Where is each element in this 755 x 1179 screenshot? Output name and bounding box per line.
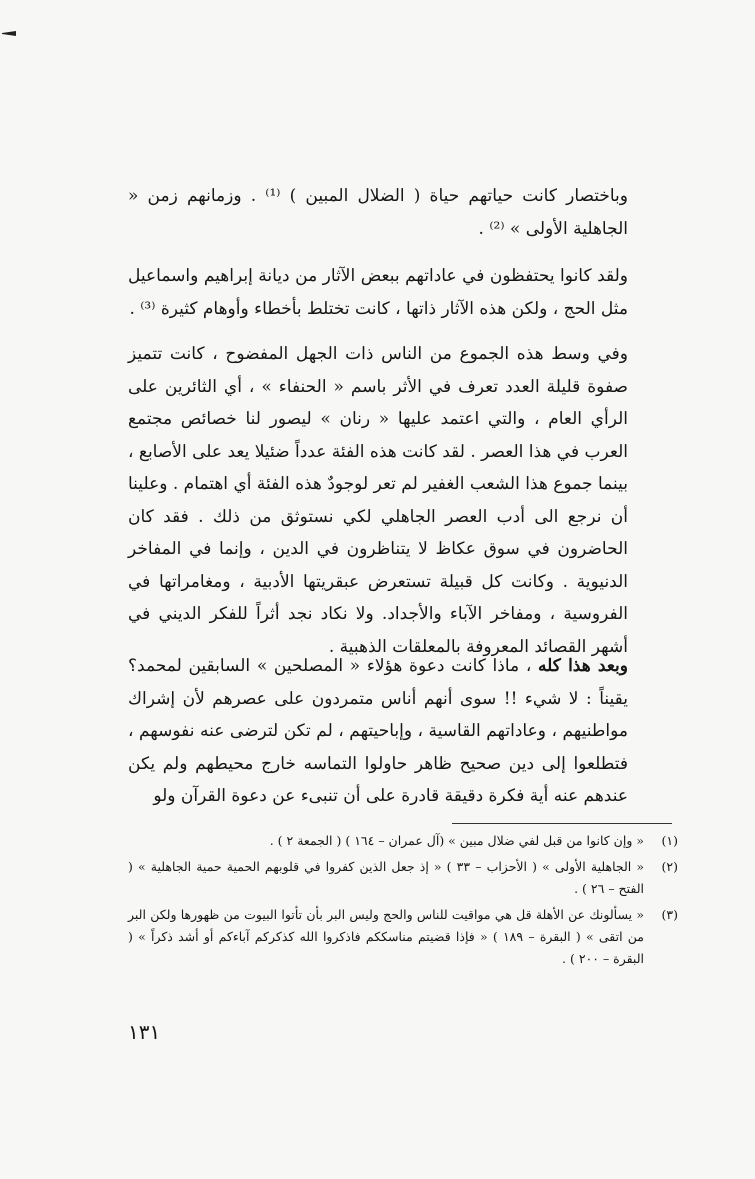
paragraph-text: ولقد كانوا يحتفظون في عاداتهم ببعض الآثار من ديانة إبراهيم واسماعيل مثل الحج ، ولكن هذه الآثار ذاتها ، كانت تختلط بأخطاء وأوهام كثيرة ⁽³⁾ . — [128, 266, 628, 319]
paragraph-text: وباختصار كانت حياتهم حياة ( الضلال المبين ) ⁽¹⁾ . وزمانهم زمن « الجاهلية الأولى » ⁽²⁾ . — [128, 186, 628, 239]
paragraph-text: ، ماذا كانت دعوة هؤلاء « المصلحين » السابقين لمحمد؟ يقيناً : لا شيء !! سوى أنهم أناس متمردون على عصرهم لأن إشراك مواطنيهم ، وعاداتهم القاسية ، وإباحيتهم ، لم تكن لترضى عنه نفوسهم ، فتطلعوا إلى دين صحيح ظاهر حاولوا التماسه خارج محيطهم ولم يكن عندهم عنه أية فكرة دقيقة قادرة على أن تنبىء عن دعوة القرآن ولو — [128, 656, 628, 806]
footnote-text: « الجاهلية الأولى » ( الأحزاب – ٣٣ ) « إذ جعل الذين كفروا في قلوبهم الحمية حمية الجاهلية » ( الفتح – ٢٦ ) . — [128, 859, 644, 896]
footnote-number: (١) — [661, 833, 678, 848]
footnote-item — [128, 904, 678, 970]
paragraph-lead-bold: وبعد هذا كله — [538, 656, 628, 676]
footnote-number: (٢) — [661, 859, 678, 874]
paragraph-1 — [128, 180, 628, 245]
footnote-text: « يسألونك عن الأهلة قل هي مواقيت للناس والحج وليس البر بأن تأتوا البيوت من ظهورها ولكن البر من اتقى » ( البقرة – ١٨٩ ) « فإذا قضيتم مناسككم فاذكروا الله كذكركم آباءكم أو أشد ذكراً » ( البقرة – ٢٠٠ ) . — [128, 907, 645, 966]
paragraph-2 — [128, 260, 628, 325]
paragraph-3 — [128, 338, 628, 663]
footnote-text: « وإن كانوا من قبل لفي ضلال مبين » (آل عمران – ١٦٤ ) ( الجمعة ٢ ) . — [269, 833, 644, 848]
footnote-item — [128, 830, 678, 852]
footnote-item — [128, 856, 678, 900]
footnote-separator — [452, 823, 672, 824]
footnotes — [128, 830, 678, 974]
paragraph-4 — [128, 650, 628, 813]
footnote-number: (٣) — [661, 907, 678, 922]
page-number: ١٣١ — [128, 1020, 161, 1044]
page-corner-mark — [2, 31, 16, 36]
paragraph-text: وفي وسط هذه الجموع من الناس ذات الجهل المفضوح ، كانت تتميز صفوة قليلة العدد تعرف في الأثر باسم « الحنفاء » ، أي الثائرين على الرأي العام ، والتي اعتمد عليها « رنان » ليصور لنا خصائص مجتمع العرب في هذا العصر . لقد كانت هذه الفئة عدداً ضئيلا يعد على الأصابع ، بينما جموع هذا الشعب الغفير لم تعر لوجودٌ هذه الفئة أي اهتمام . وعلينا أن نرجع الى أدب العصر الجاهلي لكي نستوثق من ذلك . فقد كان الحاضرون في سوق عكاظ لا يتناظرون في الدين ، وإنما في المفاخر الدنيوية . وكانت كل قبيلة تستعرض عبقريتها الأدبية ، ومغامراتها في الفروسية ، ومفاخر الآباء والأجداد. ولا نكاد نجد أثراً للفكر الديني في أشهر القصائد المعروفة بالمعلقات الذهبية . — [128, 344, 628, 657]
